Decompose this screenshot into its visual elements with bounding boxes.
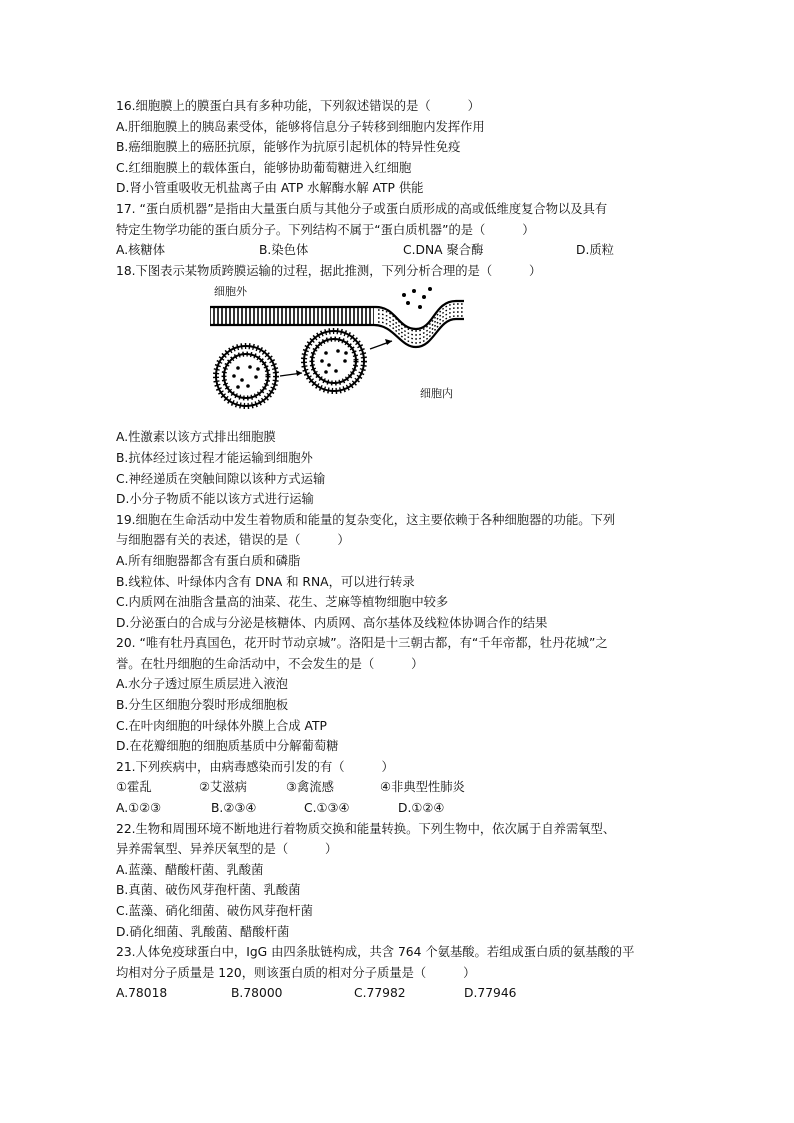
question-16-option-b[interactable]: B.癌细胞膜上的癌胚抗原，能够作为抗原引起机体的特异性免疫 [116,140,461,155]
question-19-option-c[interactable]: C.内质网在油脂含量高的油菜、花生、芝麻等植物细胞中较多 [116,595,449,610]
membrane-diagram [116,281,690,427]
question-18-option-c[interactable]: C.神经递质在突触间隙以该种方式运输 [116,471,326,486]
question-17 [116,199,690,261]
question-17-option-b[interactable]: B.染色体 [259,243,309,258]
question-20-option-a[interactable]: A.水分子透过原生质层进入液泡 [116,677,288,692]
question-20-option-b[interactable]: B.分生区细胞分裂时形成细胞板 [116,698,289,713]
question-19-option-a[interactable]: A.所有细胞器都含有蛋白质和磷脂 [116,553,301,568]
question-19-stem-line-2: 与细胞器有关的表述，错误的是（ ） [116,533,350,548]
question-18-stem: 18.下图表示某物质跨膜运输的过程，据此推测，下列分析合理的是（ ） [116,263,542,278]
question-21-options [116,798,690,819]
question-17-option-a[interactable]: A.核糖体 [116,243,165,258]
exocytosis-figure [116,281,690,427]
question-22-stem-line-1: 22.生物和周围环境不断地进行着物质交换和能量转换。下列生物中，依次属于自养需氧型、 [116,821,616,836]
question-22-stem-line-2: 异养需氧型、异养厌氧型的是（ ） [116,842,338,857]
question-list [116,96,690,1004]
vesicle-2 [304,331,364,391]
question-21-option-b[interactable]: B.②③④ [211,801,257,816]
question-19 [116,510,690,634]
question-20-stem-line-2: 誉。在牡丹细胞的生命活动中，不会发生的是（ ） [116,656,424,671]
question-20-stem-line-1: 20. “唯有牡丹真国色，花开时节动京城”。洛阳是十三朝古都，有“千年帝都，牡丹花城”之 [116,636,608,651]
question-22-option-a[interactable]: A.蓝藻、醋酸杆菌、乳酸菌 [116,862,264,877]
question-22-option-c[interactable]: C.蓝藻、硝化细菌、破伤风芽孢杆菌 [116,904,313,918]
question-16 [116,96,690,199]
figure-label-inside: 细胞内 [420,387,453,401]
question-17-option-d[interactable]: D.质粒 [576,243,614,258]
question-22 [116,819,690,943]
question-21-stem: 21.下列疾病中，由病毒感染而引发的有（ ） [116,759,394,774]
question-22-option-d[interactable]: D.硝化细菌、乳酸菌、醋酸杆菌 [116,924,290,939]
question-23 [116,942,690,1004]
question-21-items [116,777,690,798]
question-18-option-a[interactable]: A.性激素以该方式排出细胞膜 [116,430,276,445]
question-19-option-d[interactable]: D.分泌蛋白的合成与分泌是核糖体、内质网、高尔基体及线粒体协调合作的结果 [116,615,548,630]
question-19-option-b[interactable]: B.线粒体、叶绿体内含有 DNA 和 RNA，可以进行转录 [116,574,415,589]
question-21-option-a[interactable]: A.①②③ [116,801,162,816]
question-19-stem-line-1: 19.细胞在生命活动中发生着物质和能量的复杂变化，这主要依赖于各种细胞器的功能。下列 [116,512,616,527]
question-20-option-c[interactable]: C.在叶肉细胞的叶绿体外膜上合成 ATP [116,718,327,733]
question-21-item-2: ②艾滋病 [199,780,247,795]
question-21-item-3: ③禽流感 [286,780,334,795]
question-18-option-d[interactable]: D.小分子物质不能以该方式进行运输 [116,492,314,507]
question-20 [116,633,690,757]
question-20-option-d[interactable]: D.在花瓣细胞的细胞质基质中分解葡萄糖 [116,739,339,754]
question-21 [116,757,690,819]
question-16-option-a[interactable]: A.肝细胞膜上的胰岛素受体，能够将信息分子转移到细胞内发挥作用 [116,119,485,134]
question-23-stem-line-2: 均相对分子质量是 120，则该蛋白质的相对分子质量是（ ） [116,965,476,980]
arrow-icon [280,370,302,376]
released-cargo [402,287,432,309]
question-23-option-a[interactable]: A.78018 [116,986,168,1001]
question-23-option-d[interactable]: D.77946 [464,986,517,1001]
vesicle-1 [216,346,276,406]
question-17-stem-line-2: 特定生物学功能的蛋白质分子。下列结构不属于“蛋白质机器”的是（ ） [116,222,535,237]
question-21-option-c[interactable]: C.①③④ [304,801,350,816]
question-21-option-d[interactable]: D.①②④ [398,801,445,816]
figure-label-outside: 细胞外 [214,285,247,299]
question-21-item-4: ④非典型性肺炎 [380,780,465,795]
question-23-option-b[interactable]: B.78000 [231,986,283,1001]
question-17-stem-line-1: 17. “蛋白质机器”是指由大量蛋白质与其他分子或蛋白质形成的高或低维度复合物以及具有 [116,201,608,216]
question-18 [116,261,690,510]
arrow-icon [370,339,392,349]
question-23-options [116,983,690,1004]
question-23-stem-line-1: 23.人体免疫球蛋白中，IgG 由四条肽链构成，共含 764 个氨基酸。若组成蛋白质的氨基酸的平 [116,945,635,960]
question-21-item-1: ①霍乱 [116,780,152,795]
question-22-option-b[interactable]: B.真菌、破伤风芽孢杆菌、乳酸菌 [116,883,301,898]
question-23-option-c[interactable]: C.77982 [354,986,406,1001]
question-17-option-c[interactable]: C.DNA 聚合酶 [403,243,484,258]
question-18-option-b[interactable]: B.抗体经过该过程才能运输到细胞外 [116,450,313,465]
question-16-stem: 16.细胞膜上的膜蛋白具有多种功能，下列叙述错误的是（ ） [116,99,480,113]
question-16-option-c[interactable]: C.红细胞膜上的载体蛋白，能够协助葡萄糖进入红细胞 [116,160,412,175]
question-16-option-d[interactable]: D.肾小管重吸收无机盐离子由 ATP 水解酶水解 ATP 供能 [116,181,424,196]
question-17-options [116,240,690,261]
